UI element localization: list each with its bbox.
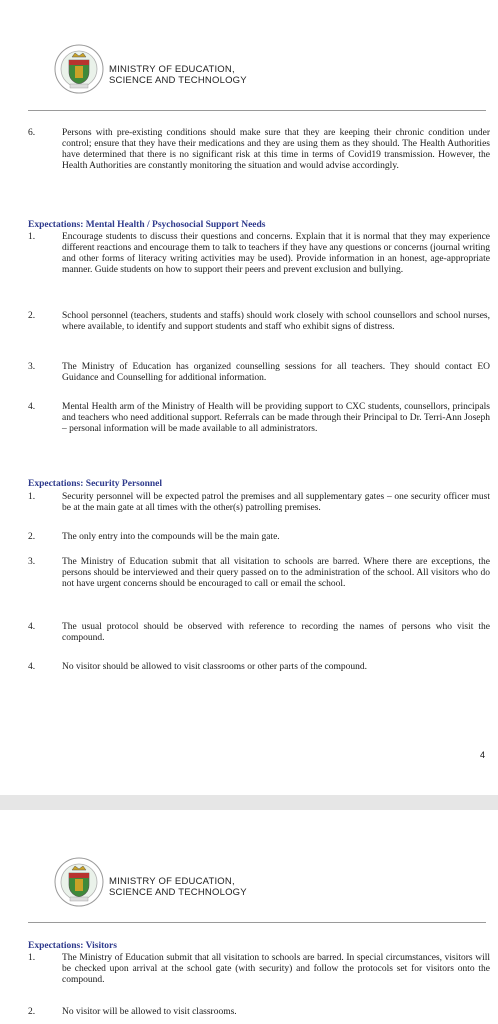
item-text: School personnel (teachers, students and staffs) should work closely with school counsellors and school nurses, where available, to identify and support students and staff who exhibit signs of distress. [62, 311, 490, 332]
item-text: The Ministry of Education submit that all visitation to schools are barred. Where there are exceptions, the persons should be interviewed and their query passed on to the administration of the school. All visitors who do not have urgent concerns should be encouraged to call or email the school. [62, 557, 490, 589]
ministry-seal-icon [54, 857, 104, 907]
item-number: 2. [28, 1007, 36, 1017]
item-number: 4. [28, 402, 36, 412]
item-text: The Ministry of Education submit that all visitation to schools are barred. In special circumstances, visitors will be checked upon arrival at the school gate (with security) and follow the protocols set for visitors onto the compound. [62, 953, 490, 985]
item-text: No visitor will be allowed to visit classrooms. [62, 1007, 237, 1017]
item-text: The Ministry of Education has organized counselling sessions for all teachers. They should contact EO Guidance and Counselling for additional information. [62, 362, 490, 383]
ministry-seal-icon [54, 44, 104, 94]
item-number: 2. [28, 311, 36, 321]
ministry-header [109, 64, 247, 86]
header-divider [28, 922, 486, 923]
ministry-name-line2: SCIENCE AND TECHNOLOGY [109, 75, 247, 86]
header-divider [28, 110, 486, 111]
item-number: 3. [28, 362, 36, 372]
document-page-2 [0, 810, 498, 1024]
item-text: Encourage students to discuss their questions and concerns. Explain that it is normal that they may experience different reactions and encourage them to talk to teachers if they have any questions or concerns (journal writing and other forms of literacy writing activities may be used). Provide information in an honest, age-appropriate manner. Guide students on how to support their peers and prevent exclusion and bullying. [62, 232, 490, 275]
ministry-name-line1: MINISTRY OF EDUCATION, [109, 64, 235, 75]
section-heading-security: Expectations: Security Personnel [28, 479, 163, 489]
page-separator [0, 795, 498, 810]
item-number: 1. [28, 953, 36, 963]
ministry-header [109, 876, 247, 898]
section-heading-mental-health: Expectations: Mental Health / Psychosocial Support Needs [28, 220, 266, 230]
item-text: No visitor should be allowed to visit classrooms or other parts of the compound. [62, 662, 368, 672]
item-text: Mental Health arm of the Ministry of Health will be providing support to CXC students, counsellors, principals and teachers who need additional support. Referrals can be made through their Principal to Dr. Terri-Ann Joseph – personal information will be made available to all administrators. [62, 402, 490, 434]
ministry-name-line2: SCIENCE AND TECHNOLOGY [109, 887, 247, 898]
item-text: The usual protocol should be observed with reference to recording the names of persons who visit the compound. [62, 622, 490, 643]
item-number: 6. [28, 128, 36, 138]
item-text: The only entry into the compounds will be the main gate. [62, 532, 280, 542]
item-number: 1. [28, 232, 36, 242]
page-number: 4 [480, 750, 486, 760]
section-heading-visitors: Expectations: Visitors [28, 941, 117, 951]
item-number: 2. [28, 532, 36, 542]
item-number: 4. [28, 662, 36, 672]
item-text: Security personnel will be expected patrol the premises and all supplementary gates – one security officer must be at the main gate at all times with the other(s) patrolling premises. [62, 492, 490, 513]
item-number: 3. [28, 557, 36, 567]
item-text: Persons with pre-existing conditions should make sure that they are keeping their chronic condition under control; ensure that they have their medications and they are using them as they should. The Health Authorities have determined that there is no significant risk at this time in terms of Covid19 transmission. However, the Health Authorities are constantly monitoring the situation and would advise accordingly. [62, 128, 490, 171]
item-number: 4. [28, 622, 36, 632]
ministry-name-line1: MINISTRY OF EDUCATION, [109, 876, 235, 887]
item-number: 1. [28, 492, 36, 502]
